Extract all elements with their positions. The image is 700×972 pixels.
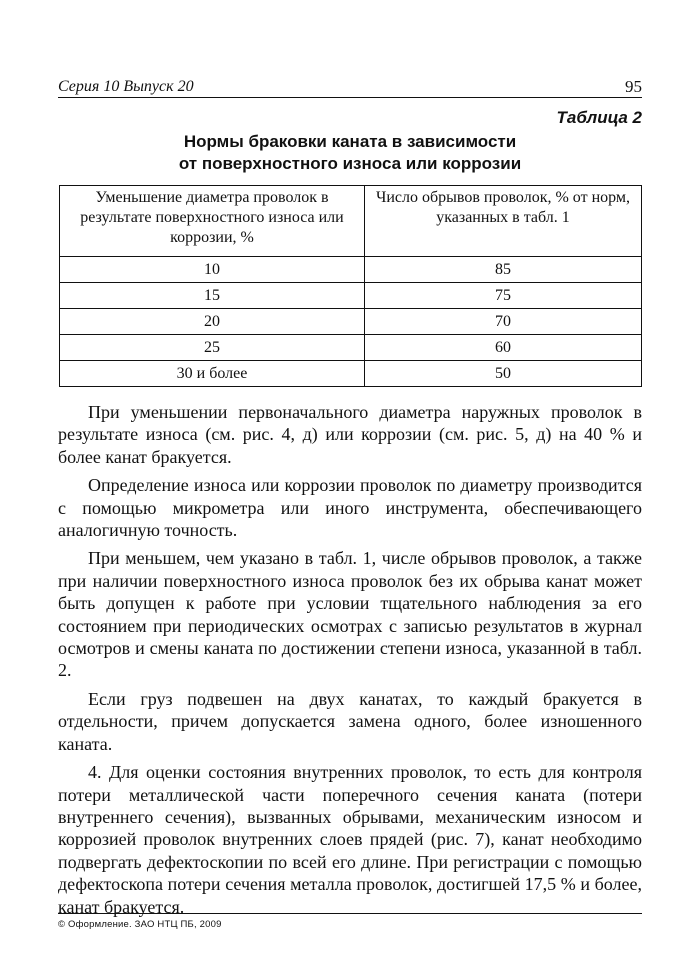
table-row [60, 257, 642, 283]
table-row [60, 309, 642, 335]
paragraph: Если груз подвешен на двух канатах, то каждый бракуется в отдельности, причем допускается замена одного, более изношенного каната. [58, 688, 642, 754]
table-cell: 10 [60, 257, 365, 283]
table-row [60, 335, 642, 361]
table-cell: 30 и более [60, 361, 365, 387]
table-cell: 85 [365, 257, 642, 283]
table-cell: 15 [60, 283, 365, 309]
header-series: Серия 10 Выпуск 20 [58, 78, 194, 95]
paragraph: При уменьшении первоначального диаметра наружных проволок в результате износа (см. рис. 4, д) или коррозии (см. рис. 5, д) на 40 % и более канат бракуется. [58, 402, 642, 467]
paragraph: 4. Для оценки состояния внутренних проволок, то есть для контроля потери металлической части поперечного сечения каната (потери внутреннего сечения), вызванных обрывами, механическим износом и коррозией проволок внутренних слоев прядей (рис. 7), канат необходимо подвергать дефектоскопии по всей его длине. При регистрации с помощью дефектоскопа потери сечения металла проволок, достигшей 17,5 % и более, канат бракуется. [58, 762, 642, 917]
table-cell: 20 [60, 309, 365, 335]
table-header-row [60, 186, 642, 257]
page-number: 95 [625, 77, 642, 96]
paragraph: При меньшем, чем указано в табл. 1, числе обрывов проволок, а также при наличии поверхностного износа проволок без их обрыва канат может быть допущен к работе при условии тщательного наблюдения за его состоянием при периодических осмотрах с записью результатов в журнал осмотров и смены каната по достижении степени износа, указанной в табл. 2. [58, 548, 642, 681]
norms-table [59, 185, 642, 387]
table-cell: 50 [365, 361, 642, 387]
table-row [60, 361, 642, 387]
table-row [60, 283, 642, 309]
table-cell: 70 [365, 309, 642, 335]
header-rule [58, 97, 642, 98]
body-text [58, 401, 642, 924]
column-header-wire-breaks: Число обрывов проволок, % от норм, указанных в табл. 1 [365, 186, 642, 257]
table-title-line-1: Нормы браковки каната в зависимости [183, 132, 517, 151]
footer-rule [58, 913, 642, 914]
table-cell: 75 [365, 283, 642, 309]
paragraph: Определение износа или коррозии проволок по диаметру производится с помощью микрометра или иного инструмента, обеспечивающего аналогичную точность. [58, 475, 642, 541]
table-title-line-2: от поверхностного износа или коррозии [178, 154, 522, 173]
table-label: Таблица 2 [556, 108, 642, 127]
table-title [58, 131, 642, 175]
column-header-diameter-reduction: Уменьшение диаметра проволок в результате поверхностного износа или коррозии, % [60, 186, 365, 257]
table-cell: 25 [60, 335, 365, 361]
copyright-footer: © Оформление. ЗАО НТЦ ПБ, 2009 [58, 919, 222, 930]
table-cell: 60 [365, 335, 642, 361]
